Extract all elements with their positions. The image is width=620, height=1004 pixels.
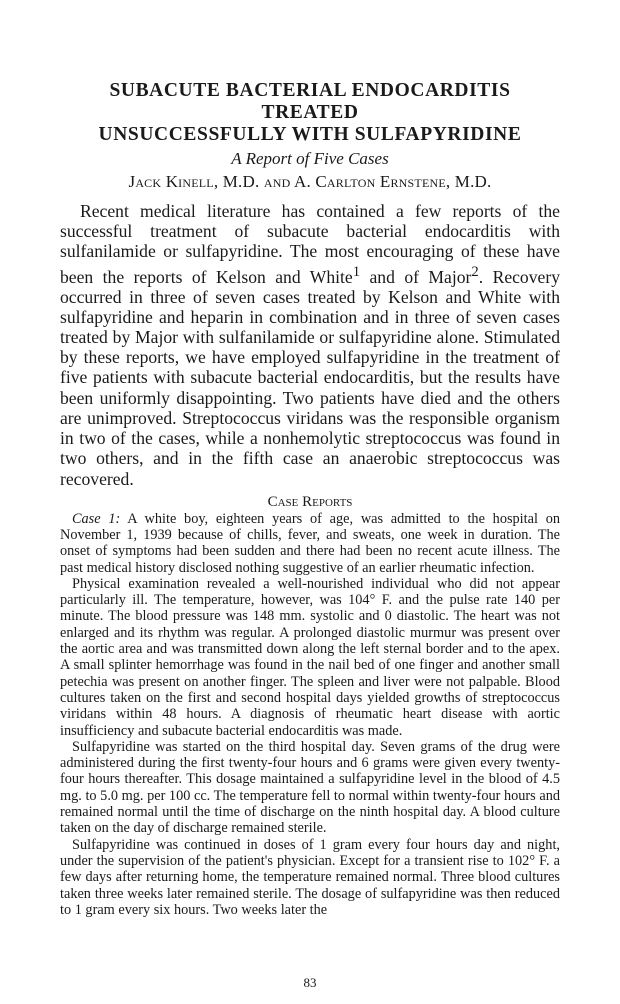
title-line-2: UNSUCCESSFULLY WITH SULFAPYRIDINE <box>98 124 522 145</box>
title-line-1: SUBACUTE BACTERIAL ENDOCARDITIS TREATED <box>109 80 511 123</box>
section-heading-case-reports: Case Reports <box>267 493 353 510</box>
reference-2: 2 <box>471 263 479 280</box>
intro-text-1: Recent medical literature has contained a few reports of the successful treatment of subacute bacterial endocarditis with sulfanilamide or sulfapyridine. The most encouraging of these have been the reports of Kelson and White <box>60 201 560 287</box>
intro-text-2: and of Major <box>360 266 472 287</box>
reference-1: 1 <box>352 263 361 280</box>
case1-paragraph-4: Sulfapyridine was continued in doses of 1 gram every four hours day and night, under the supervision of the patient's physician. Except for a transient rise to 102° F. a few days after returning home, the temperature remained normal. Three blood cultures taken three weeks later remained sterile. The dosage of sulfapyridine was then reduced to 1 gram every six hours. Two weeks later the <box>60 836 560 918</box>
article-authors: Jack Kinell, M.D. and A. Carlton Ernstene, M.D. <box>128 172 492 191</box>
article-title <box>60 80 560 146</box>
case1-paragraph-3: Sulfapyridine was started on the third hospital day. Seven grams of the drug were administered during the first twenty-four hours and 6 grams were given every twenty-four hours thereafter. This dosage maintained a sulfapyridine level in the blood of 4.5 mg. to 5.0 mg. per 100 cc. The temperature fell to normal within twenty-four hours and remained normal until the time of discharge on the ninth hospital day. A blood culture taken on the day of discharge remained sterile. <box>60 738 560 837</box>
intro-paragraph <box>60 201 560 489</box>
case-reports-body <box>60 511 560 918</box>
intro-text-3: . Recovery occurred in three of seven cases treated by Kelson and White with sulfapyridine and heparin in combination and in three of seven cases treated by Major with sulfanilamide or sulfapyridine alone. Stimulated by these reports, we have employed sulfapyridine in the treatment of five patients with subacute bacterial endocarditis, but the results have been uniformly disappointing. Two patients have died and the others are unimproved. Streptococcus viridans was the responsible organism in two of the cases, while a nonhemolytic streptococcus was found in two others, and in the fifth case an anaerobic streptococcus was recovered. <box>60 266 560 489</box>
case1-text-1: A white boy, eighteen years of age, was admitted to the hospital on November 1, 1939 because of chills, fever, and sweats, one week in duration. The onset of symptoms had been sudden and there had been no recent acute illness. The past medical history disclosed nothing suggestive of an earlier rheumatic infection. <box>60 510 560 576</box>
page-number: 83 <box>303 975 317 990</box>
case1-paragraph-2: Physical examination revealed a well-nourished individual who did not appear particularly ill. The temperature, however, was 104° F. and the pulse rate 140 per minute. The blood pressure was 148 mm. systolic and 0 diastolic. The heart was not enlarged and its rhythm was regular. A prolonged diastolic murmur was present over the aortic area and was transmitted down along the left sternal border and to the apex. A small splinter hemorrhage was found in the nail bed of one finger and another small petechia was present on another finger. The spleen and liver were not palpable. Blood cultures taken on the first and second hospital days yielded growths of streptococcus viridans within 48 hours. A diagnosis of rheumatic heart disease with aortic insufficiency and subacute bacterial endocarditis was made. <box>60 575 560 739</box>
article-subtitle: A Report of Five Cases <box>231 149 389 168</box>
case1-label: Case 1: <box>72 510 121 527</box>
journal-page <box>0 80 620 1004</box>
case1-paragraph-1 <box>60 511 560 576</box>
